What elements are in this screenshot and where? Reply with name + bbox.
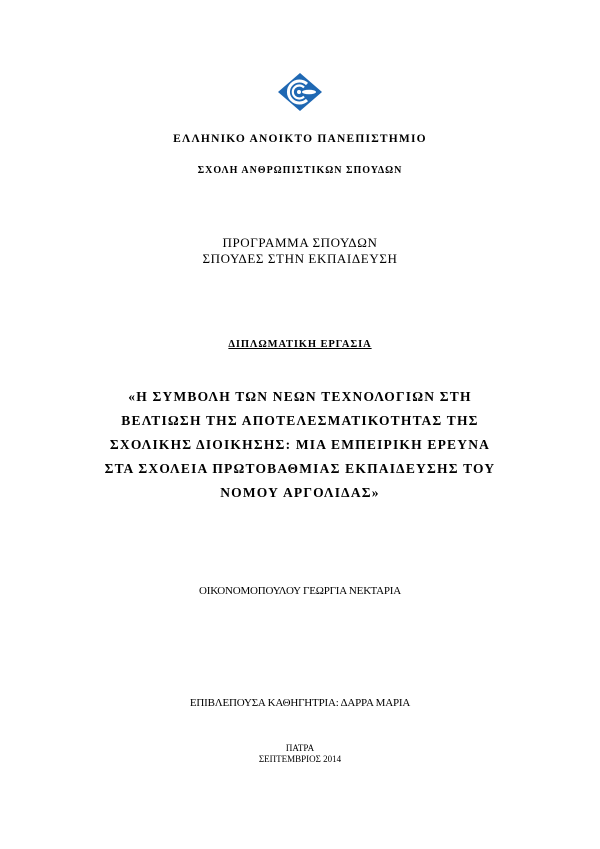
program-name: ΣΠΟΥΔΕΣ ΣΤΗΝ ΕΚΠΑΙΔΕΥΣΗ	[202, 251, 398, 266]
author-name: ΟΙΚΟΝΟΜΟΠΟΥΛΟΥ ΓΕΩΡΓΙΑ ΝΕΚΤΑΡΙΑ	[199, 585, 401, 597]
thesis-title-line: ΣΤΑ ΣΧΟΛΕΙΑ ΠΡΩΤΟΒΑΘΜΙΑΣ ΕΚΠΑΙΔΕΥΣΗΣ ΤΟΥ	[104, 461, 496, 476]
date: ΣΕΠΤΕΜΒΡΙΟΣ 2014	[258, 754, 342, 764]
thesis-title	[0, 385, 600, 505]
university-logo-icon	[277, 72, 323, 112]
thesis-title-line: ΒΕΛΤΙΩΣΗ ΤΗΣ ΑΠΟΤΕΛΕΣΜΑΤΙΚΟΤΗΤΑΣ ΤΗΣ	[121, 413, 479, 428]
university-name: ΕΛΛΗΝΙΚΟ ΑΝΟΙΚΤΟ ΠΑΝΕΠΙΣΤΗΜΙΟ	[173, 133, 427, 145]
thesis-type: ΔΙΠΛΩΜΑΤΙΚΗ ΕΡΓΑΣΙΑ	[228, 339, 372, 350]
thesis-title-line: «Η ΣΥΜΒΟΛΗ ΤΩΝ ΝΕΩΝ ΤΕΧΝΟΛΟΓΙΩΝ ΣΤΗ	[128, 389, 472, 404]
thesis-title-line: ΣΧΟΛΙΚΗΣ ΔΙΟΙΚΗΣΗΣ: ΜΙΑ ΕΜΠΕΙΡΙΚΗ ΕΡΕΥΝΑ	[109, 437, 491, 452]
thesis-title-line: ΝΟΜΟΥ ΑΡΓΟΛΙΔΑΣ»	[220, 485, 380, 500]
city: ΠΑΤΡΑ	[285, 743, 315, 753]
school-name: ΣΧΟΛΗ ΑΝΘΡΩΠΙΣΤΙΚΩΝ ΣΠΟΥΔΩΝ	[197, 165, 403, 176]
supervisor: ΕΠΙΒΛΕΠΟΥΣΑ ΚΑΘΗΓΗΤΡΙΑ: ΔΑΡΡΑ ΜΑΡΙΑ	[189, 697, 411, 709]
program-heading: ΠΡΟΓΡΑΜΜΑ ΣΠΟΥΔΩΝ	[222, 235, 378, 250]
